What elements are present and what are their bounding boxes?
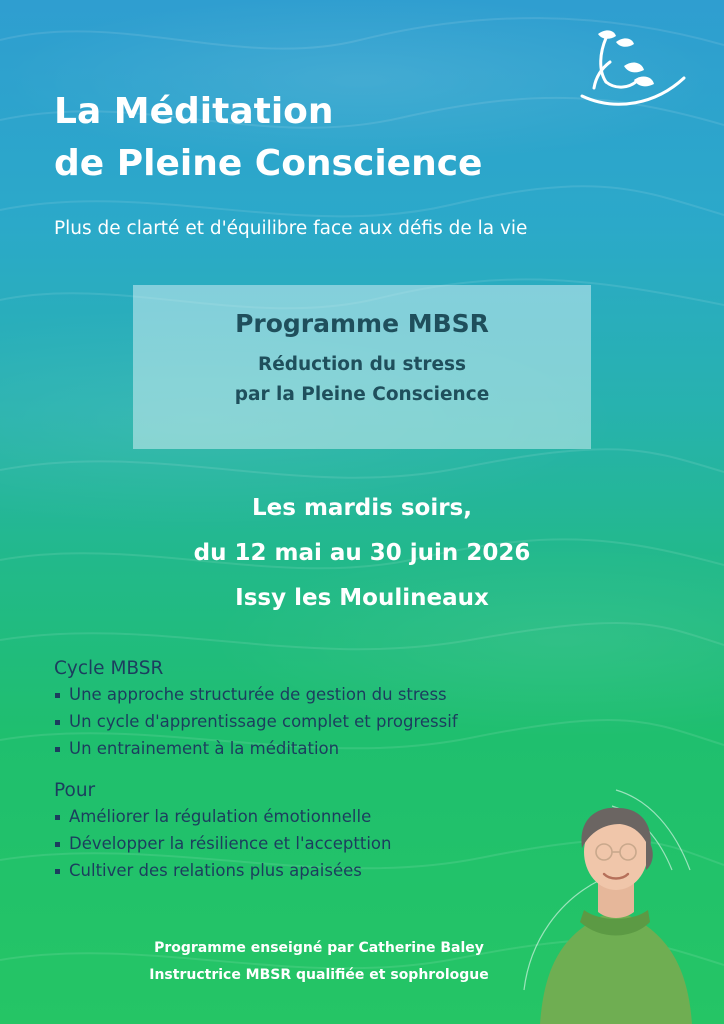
program-subtitle-line-2: par la Pleine Conscience bbox=[234, 384, 490, 405]
list-item: Un cycle d'apprentissage complet et progressif bbox=[54, 708, 458, 735]
program-subtitle bbox=[133, 350, 591, 410]
leaf-sprout-logo-icon bbox=[576, 26, 688, 108]
schedule-location: Issy les Moulineaux bbox=[235, 585, 489, 611]
teacher-line-1: Programme enseigné par Catherine Baley bbox=[154, 940, 484, 956]
list-item: Cultiver des relations plus apaisées bbox=[54, 857, 391, 884]
schedule-day: Les mardis soirs, bbox=[252, 495, 472, 521]
instructor-portrait bbox=[520, 790, 724, 1024]
schedule bbox=[0, 486, 724, 621]
schedule-dates: du 12 mai au 30 juin 2026 bbox=[193, 540, 531, 566]
pour-section bbox=[54, 780, 391, 884]
program-title: Programme MBSR bbox=[235, 309, 489, 338]
list-item: Un entrainement à la méditation bbox=[54, 735, 458, 762]
pour-list bbox=[54, 803, 391, 884]
program-subtitle-line-1: Réduction du stress bbox=[257, 354, 467, 375]
title-line-1: La Méditation bbox=[54, 91, 334, 132]
teacher-line-2: Instructrice MBSR qualifiée et sophrologue bbox=[149, 967, 489, 983]
subtitle: Plus de clarté et d'équilibre face aux défis de la vie bbox=[54, 218, 528, 239]
pour-heading: Pour bbox=[54, 780, 96, 801]
list-item: Améliorer la régulation émotionnelle bbox=[54, 803, 391, 830]
title-line-2: de Pleine Conscience bbox=[54, 143, 483, 184]
cycle-list bbox=[54, 681, 458, 762]
program-box bbox=[133, 285, 591, 449]
cycle-heading: Cycle MBSR bbox=[54, 658, 164, 679]
page-title bbox=[54, 86, 482, 190]
list-item: Développer la résilience et l'accepttion bbox=[54, 830, 391, 857]
cycle-section bbox=[54, 658, 458, 762]
list-item: Une approche structurée de gestion du stress bbox=[54, 681, 458, 708]
